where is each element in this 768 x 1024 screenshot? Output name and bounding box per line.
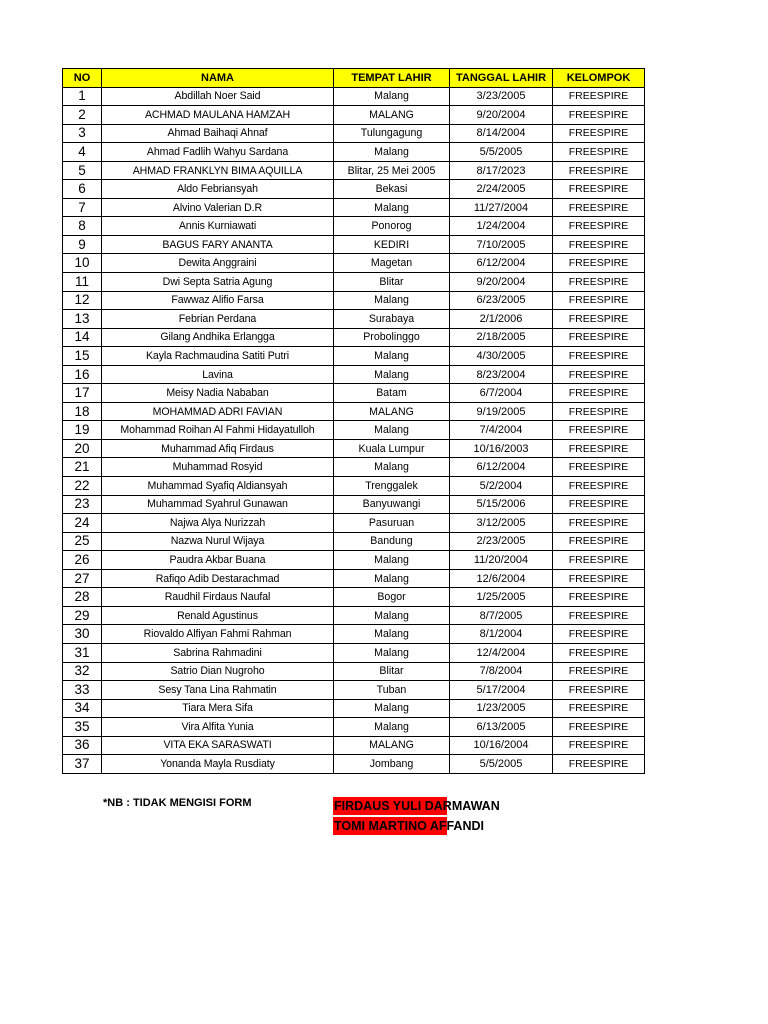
cell-nama: Lavina: [102, 365, 334, 384]
cell-tanggal-lahir: 2/1/2006: [450, 310, 553, 329]
cell-tanggal-lahir: 6/12/2004: [450, 254, 553, 273]
cell-tempat-lahir: Malang: [334, 699, 450, 718]
cell-tempat-lahir: Probolinggo: [334, 328, 450, 347]
cell-kelompok: FREESPIRE: [553, 699, 645, 718]
header-nama: NAMA: [102, 69, 334, 88]
missing-form-names: [333, 796, 500, 836]
cell-tempat-lahir: Blitar: [334, 273, 450, 292]
cell-tanggal-lahir: 2/23/2005: [450, 532, 553, 551]
cell-tempat-lahir: Magetan: [334, 254, 450, 273]
table-row: [63, 328, 645, 347]
missing-name: TOMI MARTINO AFFANDI: [334, 819, 484, 833]
cell-tanggal-lahir: 3/12/2005: [450, 514, 553, 533]
table-row: [63, 755, 645, 774]
cell-tempat-lahir: Malang: [334, 718, 450, 737]
cell-nama: Sesy Tana Lina Rahmatin: [102, 681, 334, 700]
cell-tanggal-lahir: 1/24/2004: [450, 217, 553, 236]
cell-tanggal-lahir: 4/30/2005: [450, 347, 553, 366]
header-tanggal-lahir: TANGGAL LAHIR: [450, 69, 553, 88]
cell-kelompok: FREESPIRE: [553, 588, 645, 607]
cell-tempat-lahir: Jombang: [334, 755, 450, 774]
cell-tempat-lahir: Kuala Lumpur: [334, 439, 450, 458]
cell-no: 22: [63, 477, 102, 496]
cell-nama: ACHMAD MAULANA HAMZAH: [102, 106, 334, 125]
cell-tanggal-lahir: 2/18/2005: [450, 328, 553, 347]
table-row: [63, 310, 645, 329]
table-row: [63, 143, 645, 162]
table-row: [63, 681, 645, 700]
cell-kelompok: FREESPIRE: [553, 217, 645, 236]
cell-no: 12: [63, 291, 102, 310]
cell-tempat-lahir: Malang: [334, 347, 450, 366]
table-row: [63, 347, 645, 366]
cell-tanggal-lahir: 5/17/2004: [450, 681, 553, 700]
cell-tanggal-lahir: 5/5/2005: [450, 755, 553, 774]
cell-nama: Ahmad Fadlih Wahyu Sardana: [102, 143, 334, 162]
cell-tempat-lahir: Malang: [334, 87, 450, 106]
table-row: [63, 699, 645, 718]
cell-tempat-lahir: Banyuwangi: [334, 495, 450, 514]
cell-nama: Sabrina Rahmadini: [102, 643, 334, 662]
cell-no: 32: [63, 662, 102, 681]
cell-no: 4: [63, 143, 102, 162]
cell-tempat-lahir: MALANG: [334, 402, 450, 421]
table-row: [63, 402, 645, 421]
cell-tanggal-lahir: 1/23/2005: [450, 699, 553, 718]
table-row: [63, 458, 645, 477]
cell-tanggal-lahir: 8/17/2023: [450, 161, 553, 180]
cell-kelompok: FREESPIRE: [553, 606, 645, 625]
cell-kelompok: FREESPIRE: [553, 495, 645, 514]
cell-nama: Riovaldo Alfiyan Fahmi Rahman: [102, 625, 334, 644]
header-tempat-lahir: TEMPAT LAHIR: [334, 69, 450, 88]
table-row: [63, 477, 645, 496]
cell-kelompok: FREESPIRE: [553, 87, 645, 106]
cell-no: 13: [63, 310, 102, 329]
table-row: [63, 736, 645, 755]
cell-tanggal-lahir: 1/25/2005: [450, 588, 553, 607]
note-label: *NB : TIDAK MENGISI FORM: [103, 797, 252, 809]
table-row: [63, 625, 645, 644]
cell-nama: Rafiqo Adib Destarachmad: [102, 569, 334, 588]
table-row: [63, 106, 645, 125]
cell-tanggal-lahir: 7/10/2005: [450, 235, 553, 254]
cell-tempat-lahir: KEDIRI: [334, 235, 450, 254]
cell-no: 20: [63, 439, 102, 458]
cell-nama: Alvino Valerian D.R: [102, 198, 334, 217]
table-row: [63, 439, 645, 458]
cell-no: 19: [63, 421, 102, 440]
cell-no: 34: [63, 699, 102, 718]
cell-nama: Najwa Alya Nurizzah: [102, 514, 334, 533]
cell-no: 24: [63, 514, 102, 533]
cell-nama: Fawwaz Alifio Farsa: [102, 291, 334, 310]
cell-no: 37: [63, 755, 102, 774]
cell-kelompok: FREESPIRE: [553, 273, 645, 292]
cell-tanggal-lahir: 11/27/2004: [450, 198, 553, 217]
cell-nama: Satrio Dian Nugroho: [102, 662, 334, 681]
cell-nama: Muhammad Syahrul Gunawan: [102, 495, 334, 514]
cell-tempat-lahir: Surabaya: [334, 310, 450, 329]
cell-no: 28: [63, 588, 102, 607]
cell-tanggal-lahir: 10/16/2004: [450, 736, 553, 755]
cell-no: 1: [63, 87, 102, 106]
cell-no: 14: [63, 328, 102, 347]
table-row: [63, 161, 645, 180]
cell-tanggal-lahir: 9/20/2004: [450, 106, 553, 125]
cell-kelompok: FREESPIRE: [553, 198, 645, 217]
cell-no: 3: [63, 124, 102, 143]
table-row: [63, 514, 645, 533]
cell-nama: BAGUS FARY ANANTA: [102, 235, 334, 254]
cell-tempat-lahir: Malang: [334, 291, 450, 310]
cell-no: 7: [63, 198, 102, 217]
cell-kelompok: FREESPIRE: [553, 421, 645, 440]
cell-tanggal-lahir: 6/13/2005: [450, 718, 553, 737]
cell-kelompok: FREESPIRE: [553, 235, 645, 254]
cell-tanggal-lahir: 12/4/2004: [450, 643, 553, 662]
cell-tempat-lahir: Bekasi: [334, 180, 450, 199]
table-row: [63, 384, 645, 403]
cell-kelompok: FREESPIRE: [553, 161, 645, 180]
cell-kelompok: FREESPIRE: [553, 180, 645, 199]
table-row: [63, 606, 645, 625]
cell-kelompok: FREESPIRE: [553, 514, 645, 533]
cell-kelompok: FREESPIRE: [553, 310, 645, 329]
cell-tempat-lahir: Trenggalek: [334, 477, 450, 496]
cell-no: 9: [63, 235, 102, 254]
cell-kelompok: FREESPIRE: [553, 106, 645, 125]
cell-no: 29: [63, 606, 102, 625]
table-row: [63, 718, 645, 737]
cell-tanggal-lahir: 6/12/2004: [450, 458, 553, 477]
missing-name-line: [333, 796, 500, 816]
cell-nama: Meisy Nadia Nababan: [102, 384, 334, 403]
cell-kelompok: FREESPIRE: [553, 625, 645, 644]
table-row: [63, 217, 645, 236]
table-row: [63, 87, 645, 106]
table-row: [63, 495, 645, 514]
cell-no: 21: [63, 458, 102, 477]
cell-tanggal-lahir: 9/19/2005: [450, 402, 553, 421]
cell-tanggal-lahir: 10/16/2003: [450, 439, 553, 458]
cell-tanggal-lahir: 12/6/2004: [450, 569, 553, 588]
cell-nama: Muhammad Syafiq Aldiansyah: [102, 477, 334, 496]
table-row: [63, 421, 645, 440]
cell-kelompok: FREESPIRE: [553, 569, 645, 588]
cell-no: 30: [63, 625, 102, 644]
cell-kelompok: FREESPIRE: [553, 347, 645, 366]
cell-nama: MOHAMMAD ADRI FAVIAN: [102, 402, 334, 421]
cell-nama: Febrian Perdana: [102, 310, 334, 329]
cell-no: 16: [63, 365, 102, 384]
cell-kelompok: FREESPIRE: [553, 143, 645, 162]
cell-no: 36: [63, 736, 102, 755]
cell-nama: Abdillah Noer Said: [102, 87, 334, 106]
cell-nama: Kayla Rachmaudina Satiti Putri: [102, 347, 334, 366]
cell-no: 35: [63, 718, 102, 737]
cell-kelompok: FREESPIRE: [553, 384, 645, 403]
cell-tempat-lahir: Malang: [334, 643, 450, 662]
cell-no: 23: [63, 495, 102, 514]
table-body: [63, 87, 645, 773]
cell-no: 27: [63, 569, 102, 588]
cell-nama: Raudhil Firdaus Naufal: [102, 588, 334, 607]
cell-nama: VITA EKA SARASWATI: [102, 736, 334, 755]
cell-tempat-lahir: Malang: [334, 458, 450, 477]
cell-tempat-lahir: Malang: [334, 606, 450, 625]
cell-nama: Gilang Andhika Erlangga: [102, 328, 334, 347]
header-kelompok: KELOMPOK: [553, 69, 645, 88]
cell-tempat-lahir: Bandung: [334, 532, 450, 551]
cell-tempat-lahir: MALANG: [334, 106, 450, 125]
cell-nama: Tiara Mera Sifa: [102, 699, 334, 718]
table-row: [63, 235, 645, 254]
cell-nama: Aldo Febriansyah: [102, 180, 334, 199]
cell-no: 2: [63, 106, 102, 125]
cell-nama: Paudra Akbar Buana: [102, 551, 334, 570]
table-row: [63, 532, 645, 551]
table-row: [63, 198, 645, 217]
table-row: [63, 291, 645, 310]
cell-kelompok: FREESPIRE: [553, 124, 645, 143]
cell-tanggal-lahir: 7/4/2004: [450, 421, 553, 440]
cell-tanggal-lahir: 6/7/2004: [450, 384, 553, 403]
cell-tanggal-lahir: 9/20/2004: [450, 273, 553, 292]
cell-kelompok: FREESPIRE: [553, 439, 645, 458]
table-row: [63, 180, 645, 199]
cell-tanggal-lahir: 5/15/2006: [450, 495, 553, 514]
table-header-row: [63, 69, 645, 88]
cell-tempat-lahir: Batam: [334, 384, 450, 403]
cell-nama: Ahmad Baihaqi Ahnaf: [102, 124, 334, 143]
cell-nama: Annis Kurniawati: [102, 217, 334, 236]
cell-tanggal-lahir: 8/14/2004: [450, 124, 553, 143]
cell-tempat-lahir: Pasuruan: [334, 514, 450, 533]
table-row: [63, 551, 645, 570]
cell-kelompok: FREESPIRE: [553, 365, 645, 384]
cell-tempat-lahir: Malang: [334, 625, 450, 644]
cell-tempat-lahir: Malang: [334, 198, 450, 217]
cell-kelompok: FREESPIRE: [553, 681, 645, 700]
table-row: [63, 643, 645, 662]
student-table: [62, 68, 645, 774]
cell-tanggal-lahir: 8/7/2005: [450, 606, 553, 625]
cell-no: 5: [63, 161, 102, 180]
table-row: [63, 662, 645, 681]
cell-kelompok: FREESPIRE: [553, 254, 645, 273]
cell-tanggal-lahir: 5/5/2005: [450, 143, 553, 162]
cell-tanggal-lahir: 2/24/2005: [450, 180, 553, 199]
cell-tempat-lahir: Ponorog: [334, 217, 450, 236]
missing-name-line: [333, 816, 500, 836]
cell-nama: AHMAD FRANKLYN BIMA AQUILLA: [102, 161, 334, 180]
cell-kelompok: FREESPIRE: [553, 402, 645, 421]
cell-kelompok: FREESPIRE: [553, 532, 645, 551]
cell-kelompok: FREESPIRE: [553, 755, 645, 774]
table-row: [63, 273, 645, 292]
cell-nama: Renald Agustinus: [102, 606, 334, 625]
cell-no: 6: [63, 180, 102, 199]
table-row: [63, 124, 645, 143]
cell-tempat-lahir: MALANG: [334, 736, 450, 755]
table-row: [63, 588, 645, 607]
cell-tempat-lahir: Malang: [334, 143, 450, 162]
cell-nama: Nazwa Nurul Wijaya: [102, 532, 334, 551]
cell-kelompok: FREESPIRE: [553, 551, 645, 570]
cell-tempat-lahir: Blitar, 25 Mei 2005: [334, 161, 450, 180]
cell-tanggal-lahir: 7/8/2004: [450, 662, 553, 681]
cell-nama: Vira Alfita Yunia: [102, 718, 334, 737]
cell-tanggal-lahir: 3/23/2005: [450, 87, 553, 106]
cell-kelompok: FREESPIRE: [553, 643, 645, 662]
cell-tempat-lahir: Tuban: [334, 681, 450, 700]
cell-no: 8: [63, 217, 102, 236]
cell-no: 18: [63, 402, 102, 421]
cell-nama: Muhammad Afiq Firdaus: [102, 439, 334, 458]
cell-tempat-lahir: Malang: [334, 421, 450, 440]
cell-tempat-lahir: Malang: [334, 569, 450, 588]
cell-no: 11: [63, 273, 102, 292]
cell-tanggal-lahir: 8/1/2004: [450, 625, 553, 644]
cell-tempat-lahir: Malang: [334, 551, 450, 570]
cell-nama: Dwi Septa Satria Agung: [102, 273, 334, 292]
cell-no: 15: [63, 347, 102, 366]
missing-name: FIRDAUS YULI DARMAWAN: [334, 799, 500, 813]
cell-tempat-lahir: Tulungagung: [334, 124, 450, 143]
cell-kelompok: FREESPIRE: [553, 458, 645, 477]
cell-kelompok: FREESPIRE: [553, 736, 645, 755]
cell-kelompok: FREESPIRE: [553, 477, 645, 496]
cell-nama: Mohammad Roihan Al Fahmi Hidayatulloh: [102, 421, 334, 440]
cell-tanggal-lahir: 8/23/2004: [450, 365, 553, 384]
cell-tanggal-lahir: 11/20/2004: [450, 551, 553, 570]
table-row: [63, 365, 645, 384]
cell-tanggal-lahir: 6/23/2005: [450, 291, 553, 310]
table-row: [63, 254, 645, 273]
cell-nama: Yonanda Mayla Rusdiaty: [102, 755, 334, 774]
cell-tempat-lahir: Malang: [334, 365, 450, 384]
cell-nama: Muhammad Rosyid: [102, 458, 334, 477]
cell-no: 17: [63, 384, 102, 403]
cell-no: 25: [63, 532, 102, 551]
cell-tempat-lahir: Bogor: [334, 588, 450, 607]
cell-kelompok: FREESPIRE: [553, 662, 645, 681]
header-no: NO: [63, 69, 102, 88]
cell-kelompok: FREESPIRE: [553, 718, 645, 737]
cell-no: 33: [63, 681, 102, 700]
cell-kelompok: FREESPIRE: [553, 291, 645, 310]
cell-no: 31: [63, 643, 102, 662]
cell-kelompok: FREESPIRE: [553, 328, 645, 347]
cell-no: 10: [63, 254, 102, 273]
cell-no: 26: [63, 551, 102, 570]
cell-tempat-lahir: Blitar: [334, 662, 450, 681]
cell-tanggal-lahir: 5/2/2004: [450, 477, 553, 496]
table-row: [63, 569, 645, 588]
cell-nama: Dewita Anggraini: [102, 254, 334, 273]
